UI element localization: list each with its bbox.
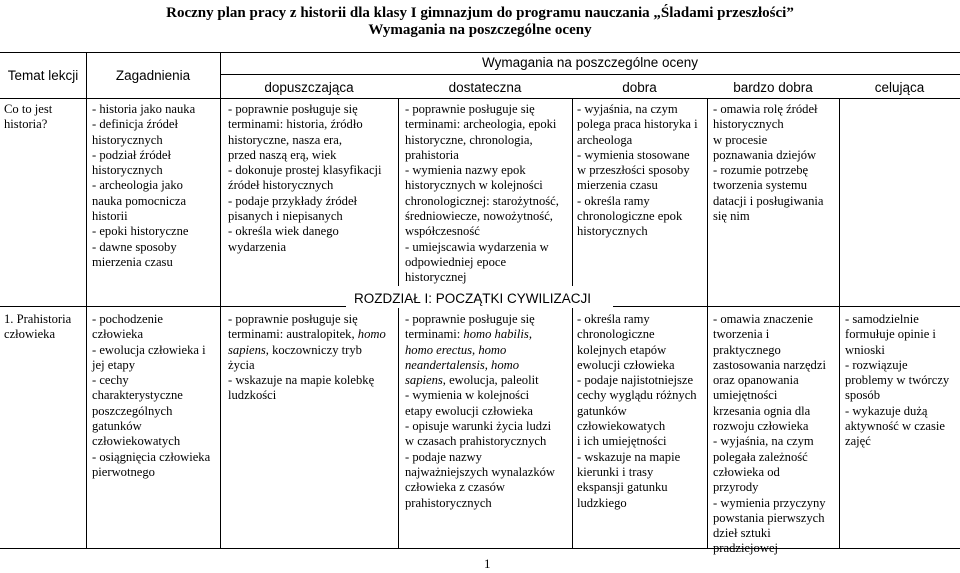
header-grade-bardzo-dobra: bardzo dobra (733, 80, 813, 95)
header-grade-dostateczna: dostateczna (448, 80, 522, 95)
row2-dostateczna-text-2: , ewolucja, paleolit - wymienia w kolejności etapy ewolucji człowieka - opisuje warunki życia ludzi w czasach prahistorycznych - podaje nazwy najważniejszych wynalazków człowieka z czasów prahistorycznych (405, 373, 556, 510)
row2-dostateczna (405, 312, 571, 511)
row2-dopuszczajaca (228, 312, 396, 404)
row2-dopuszczajaca-italic: homo sapiens (228, 327, 386, 357)
row1-dopuszczajaca: - poprawnie posługuje się terminami: historia, źródło historyczne, nasza era, przed naszą erą, wiek - dokonuje prostej klasyfikacji źródeł historycznych - podaje przykłady źródeł pisanych i niepisanych - określa wiek danego wydarzenia (228, 102, 382, 254)
page-number: 1 (484, 556, 491, 571)
row1-zagadnienia: - historia jako nauka - definicja źródeł historycznych - podział źródeł historycznych - archeologia jako nauka pomocnicza historii - epoki historyczne - dawne sposoby mierzenia czasu (92, 102, 196, 269)
header-grade-dopuszczajaca: dopuszczająca (264, 80, 354, 95)
row2-dostateczna-text-1: - poprawnie posługuje się terminami: (405, 312, 535, 342)
section-title: ROZDZIAŁ I: POCZĄTKI CYWILIZACJI (354, 291, 592, 306)
header-grade-dobra: dobra (622, 80, 657, 95)
document-title: Roczny plan pracy z historii dla klasy I gimnazjum do programu nauczania „Śladami przeszłości” (166, 5, 794, 21)
header-wymagania: Wymagania na poszczególne oceny (481, 55, 698, 70)
row2-dostateczna-italic: homo habilis, homo erectus, homo neandertalensis, homo sapiens (405, 327, 532, 388)
row1-temat: Co to jest historia? (4, 102, 53, 132)
row2-dopuszczajaca-text-2: , koczowniczy tryb życia - wskazuje na mapie kolebkę ludzkości (228, 342, 375, 403)
row2-celujaca: - samodzielnie formułuje opinie i wnioski - rozwiązuje problemy w twórczy sposób - wykazuje dużą aktywność w czasie zajęć (845, 312, 950, 449)
header-grade-celujaca: celująca (874, 80, 925, 95)
document-subtitle: Wymagania na poszczególne oceny (368, 22, 592, 38)
header-zagadnienia: Zagadnienia (115, 68, 191, 83)
header-temat-lekcji: Temat lekcji (7, 68, 79, 83)
row2-temat: 1. Prahistoria człowieka (4, 312, 72, 342)
row2-bardzo-dobra: - omawia znaczenie tworzenia i praktycznego zastosowania narzędzi oraz opanowania umiejętności krzesania ognia dla rozwoju człowieka - wyjaśnia, na czym polegała zależność człowieka od przyrody - wymienia przyczyny powstania pierwszych dzieł sztuki pradziejowej (713, 312, 826, 556)
row1-dobra: - wyjaśnia, na czym polega praca historyka i archeologa - wymienia stosowane w przeszłości sposoby mierzenia czasu - określa ramy chronologiczne epok historycznych (577, 102, 698, 239)
row2-zagadnienia: - pochodzenie człowieka - ewolucja człowieka i jej etapy - cechy charakterystyczne poszczególnych gatunków człowiekowatych - osiągnięcia człowieka pierwotnego (92, 312, 211, 479)
row2-dobra: - określa ramy chronologiczne kolejnych etapów ewolucji człowieka - podaje najistotniejsze cechy wyglądu różnych gatunków człowiekowatych i ich umiejętności - wskazuje na mapie kierunki i trasy ekspansji gatunku ludzkiego (577, 312, 697, 510)
row1-bardzo-dobra: - omawia rolę źródeł historycznych w procesie poznawania dziejów - rozumie potrzebę tworzenia systemu datacji i posługiwania się nim (713, 102, 824, 224)
row2-dopuszczajaca-text-1: - poprawnie posługuje się terminami: australopitek, (228, 312, 358, 342)
row1-dostateczna: - poprawnie posługuje się terminami: archeologia, epoki historyczne, chronologia, prahistoria - wymienia nazwy epok historycznych w kolejności chronologicznej: starożytność, średniowiecze, nowożytność, współczesność - umiejscawia wydarzenia w odpowiedniej epoce historycznej (405, 102, 559, 285)
